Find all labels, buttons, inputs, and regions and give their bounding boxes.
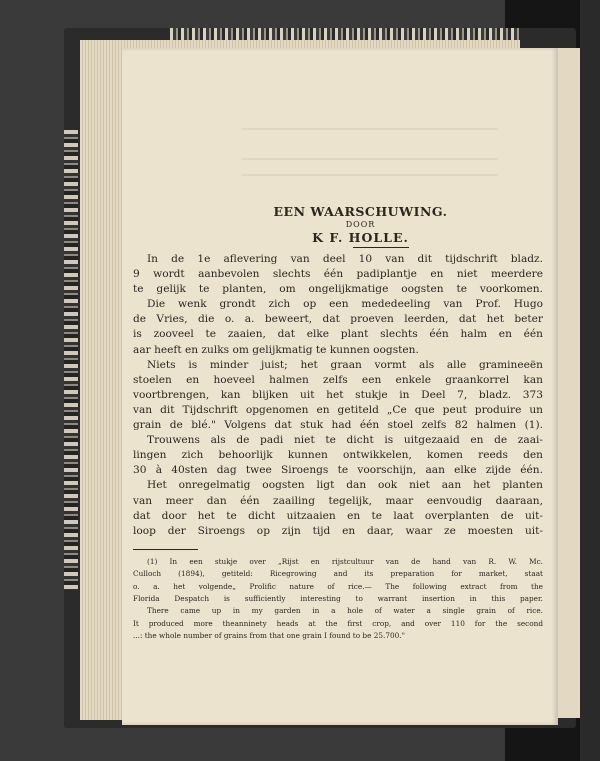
text-line: dat door het te dicht uitzaaien en te laat overplanten de uit- — [133, 509, 543, 522]
text-line: Niets is minder juist; het graan vormt als alle gramineeën — [147, 358, 543, 371]
text-line: In de 1e aflevering van deel 10 van dit tijdschrift bladz. — [147, 253, 543, 265]
marbled-edge-left — [64, 130, 78, 590]
show-through — [242, 128, 498, 130]
marbled-edge-top — [170, 28, 520, 40]
footnote-line: ...: the whole number of grains from that one grain I found to be 25.700." — [133, 631, 405, 641]
text-line: aar heeft en zulks om gelijkmatig te kunnen oogsten. — [133, 343, 419, 356]
text-line: grain de blé." Volgens dat stuk had één stoel zelfs 82 halmen (1). — [133, 419, 543, 432]
text-line: is zooveel te zaaien, dat elke plant slechts één halm en één — [133, 328, 543, 341]
footnote-rule — [133, 549, 198, 550]
text-line: van dit Tijdschrift opgenomen en getiteld „Ce que peut produire un — [133, 403, 543, 416]
text-line: te gelijk te planten, om ongelijkmatige oogsten te voorkomen. — [133, 283, 543, 296]
facing-page — [558, 48, 580, 718]
text-line: Trouwens als de padi niet te dicht is uitgezaaid en de zaai- — [147, 434, 543, 447]
footnote-line: Culloch (1894), getiteld: Ricegrowing and its preparation for market, staat — [133, 569, 543, 579]
footnote-line: Florida Despatch is sufficiently interesting to warrant insertion in this paper. — [133, 594, 543, 603]
background-strip — [580, 0, 600, 761]
text-line: 9 wordt aanbevolen slechts één padiplantje en niet meerdere — [133, 268, 543, 281]
text-line: 30 à 40sten dag twee Siroengs te voorschijn, aan elke zijde één. — [133, 464, 543, 477]
text-line: de Vries, die o. a. beweert, dat proeven leerden, dat het beter — [133, 313, 543, 326]
byline: DOOR — [345, 220, 376, 229]
text-line: stoelen en hoeveel halmen zelfs een enkele graankorrel kan — [133, 373, 543, 386]
footnote-line: It produced more theanninety heads at the first crop, and over 110 for the second — [133, 618, 543, 628]
author-name: K F. HOLLE. — [312, 230, 409, 245]
footnote — [133, 556, 543, 643]
text-line: Die wenk grondt zich op een mededeeling van Prof. Hugo — [147, 298, 543, 311]
show-through — [242, 174, 498, 176]
article-title: EEN WAARSCHUWING. — [273, 204, 448, 219]
text-line: Het onregelmatig oogsten ligt dan ook niet aan het planten — [147, 479, 543, 492]
body-text — [133, 252, 543, 539]
footnote-line: (1) In een stukje over „Rijst en rijstcultuur van de hand van R. W. Mc. — [147, 556, 543, 566]
footnote-line: o. a. het volgende„ Prolific nature of rice.— The following extract from the — [133, 581, 543, 591]
text-line: van meer dan één zaailing tegelijk, maar eenvoudig daaraan, — [133, 494, 543, 507]
text-line: lingen zich behoorlijk kunnen ontwikkelen, komen reeds den — [133, 449, 543, 462]
footnote-line: There came up in my garden in a hole of water a single grain of rice. — [147, 606, 543, 616]
text-line: voortbrengen, kan blijken uit het stukje in Deel 7, bladz. 373 — [133, 388, 543, 401]
title-rule — [353, 247, 409, 248]
text-line: loop der Siroengs op zijn tijd en daar, waar ze moesten uit- — [133, 524, 543, 537]
article — [133, 197, 543, 643]
show-through — [242, 158, 498, 160]
